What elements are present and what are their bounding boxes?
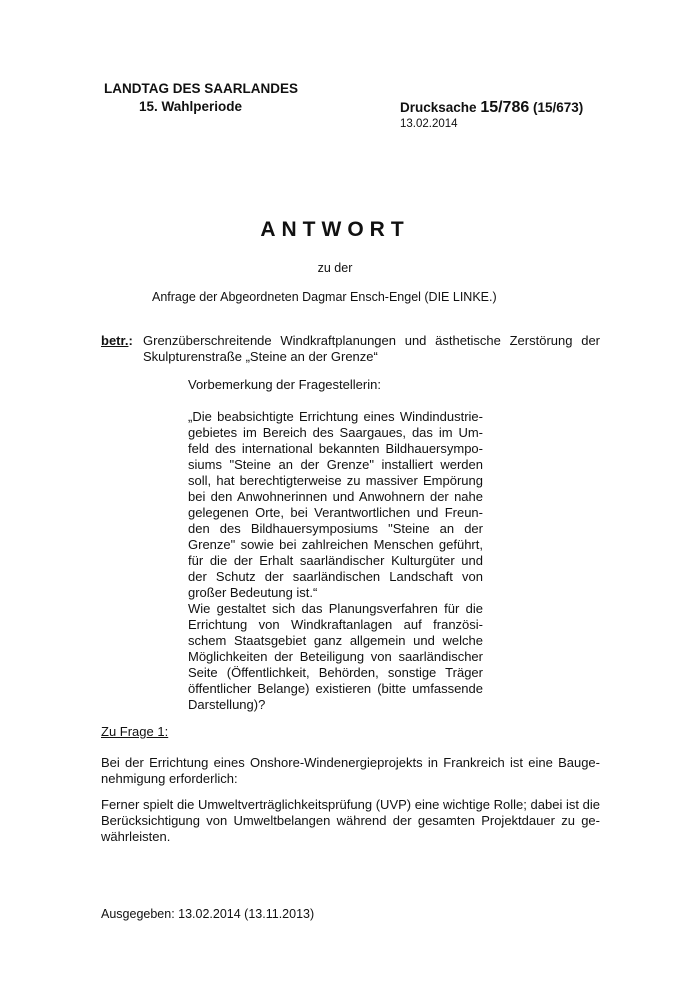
question-line: öffentlicher Belange) existieren (bitte umfassende [188,681,483,696]
quote-line: „Die beabsichtigte Errichtung eines Windindustrie- [188,409,483,424]
quote-line: gebietes im Bereich des Saargaues, das im Um- [188,425,483,440]
question-line: Möglichkeiten der Beteiligung von saarländischer [188,649,483,664]
answer-line: währleisten. [101,829,171,844]
answer-line: Bei der Errichtung eines Onshore-Windenergieprojekts in Frankreich ist eine Bauge- [101,755,600,770]
document-date: 13.02.2014 [400,118,458,130]
zu-frage-heading: Zu Frage 1: [101,724,169,739]
question-line: schem Staatsgebiet ganz allgemein und welche [188,633,483,648]
anfrage-text: Anfrage der Abgeordneten Dagmar Ensch-Engel (DIE LINKE.) [152,290,497,304]
zu-der-text: zu der [317,261,353,275]
parliament-name: LANDTAG DES SAARLANDES [104,81,299,96]
drucksache-line [400,99,583,117]
issued-footer: Ausgegeben: 13.02.2014 (13.11.2013) [101,907,315,921]
election-period: 15. Wahlperiode [139,99,243,114]
document-title: ANTWORT [260,218,410,241]
quote-line: soll, hat berechtigterweise zu massiver Empörung [188,473,483,488]
answer-line: nehmigung erforderlich: [101,771,238,786]
quote-block [188,409,483,601]
question-line: Seite (Öffentlichkeit, Behörden, sonstige Träger [188,665,483,680]
quote-line: den des Bildhauersymposiums "Steine an der [188,521,483,536]
quote-line: für die der Erhalt saarländischer Kulturgüter und [188,553,483,568]
vorbemerkung-heading: Vorbemerkung der Fragestellerin: [188,377,381,392]
answer-line: Ferner spielt die Umweltverträglichkeitsprüfung (UVP) eine wichtige Rolle; dabei ist die [101,797,600,812]
question-line: Wie gestaltet sich das Planungsverfahren für die [188,601,483,616]
question-line: Darstellung)? [188,697,266,712]
quote-line: Grenze" sowie bei zahlreichen Menschen geführt, [188,537,483,552]
quote-line: bei den Anwohnerinnen und Anwohnern der nahe [188,489,483,504]
quote-line: feld des international bekannten Bildhauersympo- [188,441,483,456]
quote-line: gelegenen Orte, bei Verantwortlichen und Freun- [188,505,483,520]
drucksache-ref: (15/673) [533,100,584,115]
answer-paragraph-1 [101,755,600,787]
quote-line: siums "Steine an der Grenze" installiert werden [188,457,483,472]
betr-subject: Grenzüberschreitende Windkraftplanungen und ästhetische Zerstörung der Skulpturenstraße „Steine an der Grenze“ [143,333,600,364]
question-line: Errichtung von Windkraftanlagen auf französi- [188,617,483,632]
betr-label: betr.: [101,333,133,348]
question-block [188,601,483,713]
drucksache-label: Drucksache [400,100,477,115]
quote-line: der Schutz der saarländischen Landschaft von [188,569,483,584]
answer-line: Berücksichtigung von Umweltbelangen während der gesamten Projektdauer zu ge- [101,813,600,828]
quote-line: großer Bedeutung ist.“ [188,585,318,600]
drucksache-number: 15/786 [480,99,530,116]
answer-paragraph-2 [101,797,600,845]
